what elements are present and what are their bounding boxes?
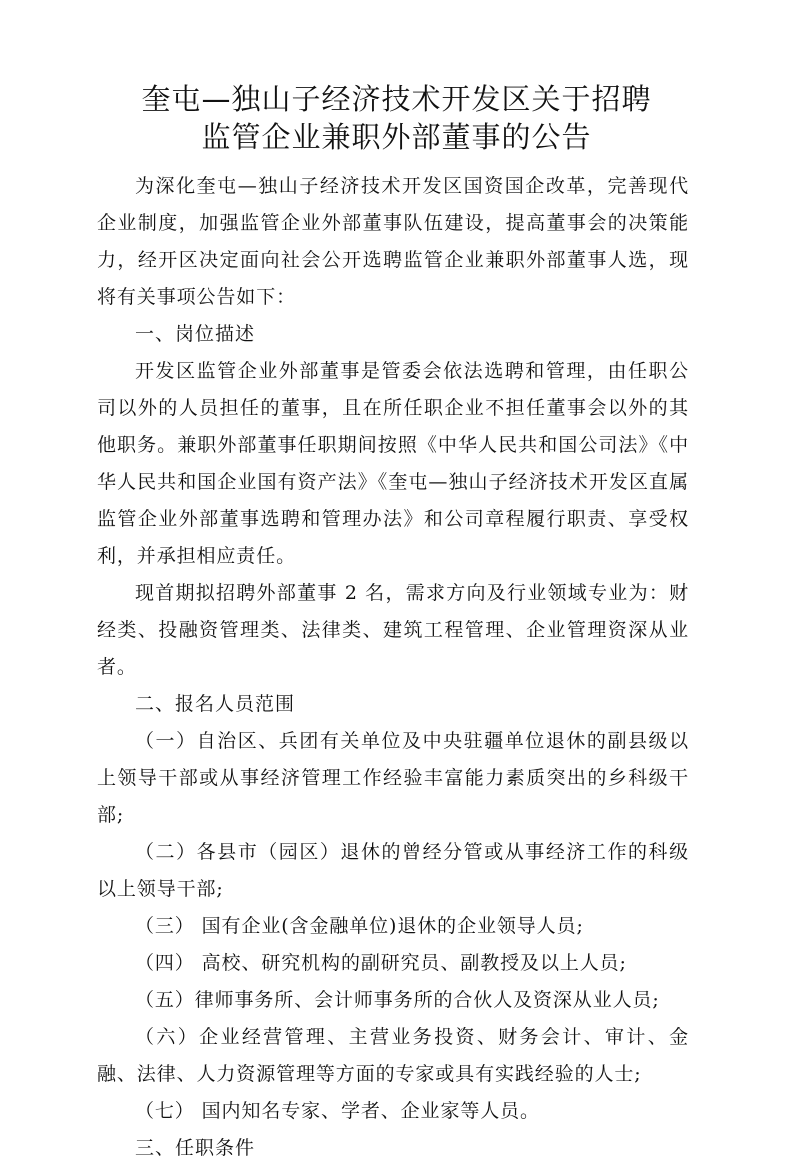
section-heading-qualifications: 三、任职条件 — [135, 1137, 256, 1159]
intro-paragraph: 为深化奎屯—独山子经济技术开发区国资国企改革，完善现代企业制度，加强监管企业外部董事队伍建设，提高董事会的决策能力，经开区决定面向社会公开选聘监管企业兼职外部董事人选，现将有关事项公告如下： — [97, 175, 689, 308]
document-title — [60, 80, 733, 156]
scope-item: （二）各县市（园区）退休的曾经分管或从事经济工作的科级以上领导干部; — [97, 841, 689, 900]
scope-item: （一）自治区、兵团有关单位及中央驻疆单位退休的副县级以上领导干部或从事经济管理工作经验丰富能力素质突出的乡科级干部; — [97, 730, 689, 826]
scope-item: （三） 国有企业(含金融单位)退休的企业领导人员; — [135, 915, 584, 937]
scope-item: （六）企业经营管理、主营业务投资、财务会计、审计、金融、法律、人力资源管理等方面的专家或具有实践经验的人士; — [97, 1026, 689, 1085]
scope-item: （四） 高校、研究机构的副研究员、副教授及以上人员; — [135, 952, 627, 974]
section-heading-applicant-scope: 二、报名人员范围 — [135, 693, 296, 715]
recruitment-quota-paragraph: 现首期拟招聘外部董事 2 名，需求方向及行业领域专业为：财经类、投融资管理类、法律类、建筑工程管理、企业管理资深从业者。 — [97, 582, 689, 678]
scope-item: （五）律师事务所、会计师事务所的合伙人及资深从业人员; — [135, 989, 660, 1011]
document-body — [97, 168, 689, 1167]
title-line-1: 奎屯—独山子经济技术开发区关于招聘 — [141, 82, 652, 116]
title-line-2: 监管企业兼职外部董事的公告 — [201, 120, 592, 154]
scope-item: （七） 国内知名专家、学者、企业家等人员。 — [135, 1100, 540, 1122]
job-description-paragraph: 开发区监管企业外部董事是管委会依法选聘和管理，由任职公司以外的人员担任的董事，且在所任职企业不担任董事会以外的其他职务。兼职外部董事任职期间按照《中华人民共和国公司法》《中华人民共和国企业国有资产法》《奎屯—独山子经济技术开发区直属监管企业外部董事选聘和管理办法》和公司章程履行职责、享受权利，并承担相应责任。 — [97, 360, 689, 567]
section-heading-job-description: 一、岗位描述 — [135, 323, 256, 345]
